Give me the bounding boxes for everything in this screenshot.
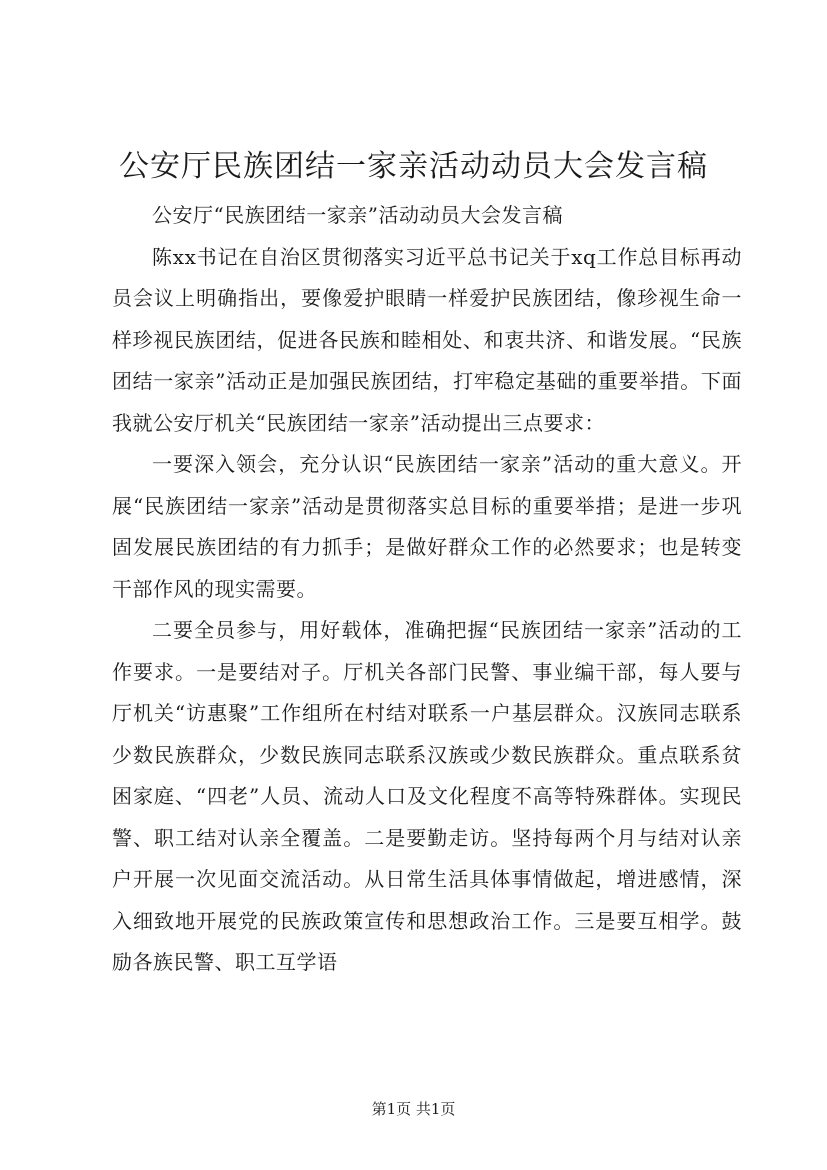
subtitle-paragraph: 公安厅“民族团结一家亲”活动动员大会发言稿 — [152, 203, 563, 227]
document-body — [112, 195, 742, 984]
intro-paragraph: 陈xx书记在自治区贯彻落实习近平总书记关于xq工作总目标再动员会议上明确指出，要像爱护眼睛一样爱护民族团结，像珍视生命一样珍视民族团结，促进各民族和睦相处、和衷共济、和谐发展。“民族团结一家亲”活动正是加强民族团结，打牢稳定基础的重要举措。下面我就公安厅机关“民族团结一家亲”活动提出三点要求： — [112, 244, 742, 435]
requirement-one-paragraph: 一要深入领会，充分认识“民族团结一家亲”活动的重大意义。开展“民族团结一家亲”活动是贯彻落实总目标的重要举措；是进一步巩固发展民族团结的有力抓手；是做好群众工作的必然要求；也是转变干部作风的现实需要。 — [112, 452, 742, 601]
page-number-footer: 第1页 共1页 — [371, 1100, 456, 1118]
document-title: 公安厅民族团结一家亲活动动员大会发言稿 — [119, 149, 708, 184]
requirement-two-paragraph: 二要全员参与，用好载体，准确把握“民族团结一家亲”活动的工作要求。一是要结对子。厅机关各部门民警、事业编干部，每人要与厅机关“访惠聚”工作组所在村结对联系一户基层群众。汉族同志联系少数民族群众，少数民族同志联系汉族或少数民族群众。重点联系贫困家庭、“四老”人员、流动人口及文化程度不高等特殊群体。实现民警、职工结对认亲全覆盖。二是要勤走访。坚持每两个月与结对认亲户开展一次见面交流活动。从日常生活具体事情做起，增进感情，深入细致地开展党的民族政策宣传和思想政治工作。三是要互相学。鼓励各族民警、职工互学语 — [112, 618, 742, 974]
